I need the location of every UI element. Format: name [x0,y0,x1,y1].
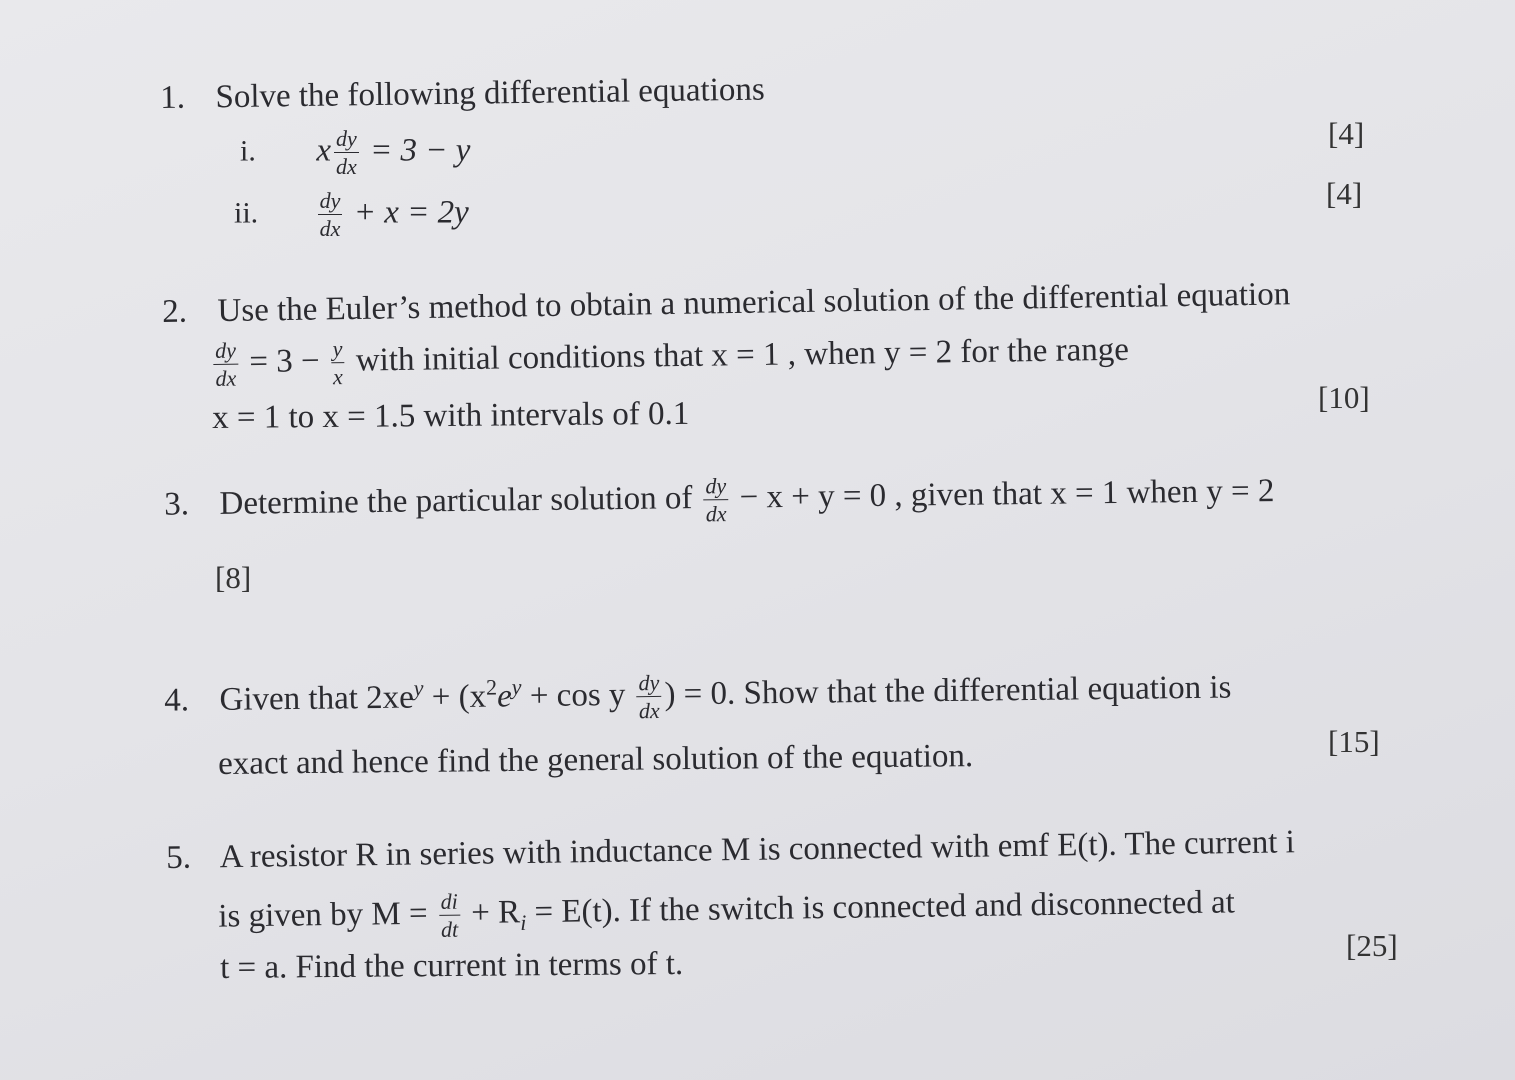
equation-part: + (x [423,678,487,716]
question-number: 5. [165,839,192,876]
derivative-fraction [334,128,359,178]
fraction-numerator: y [330,338,344,363]
derivative-fraction [636,669,661,724]
fraction-denominator: dx [215,365,237,391]
derivative-fraction [318,190,343,240]
fraction-denominator: dx [638,697,660,724]
equation-part: e [496,678,513,715]
part-label: ii. [234,196,259,230]
equation-part: + R [462,894,521,932]
question-5 [166,826,1295,875]
question-2 [162,278,1290,329]
equation-rhs: = 3 − y [361,132,471,169]
question-text: exact and hence find the general solution of the equation. [217,738,974,782]
fraction-numerator: dy [636,672,661,697]
fraction-numerator: di [439,891,460,916]
fraction-denominator: dx [319,216,341,241]
question-text: = E(t). If the switch is connected and disconnected at [525,884,1235,931]
fraction-numerator: dy [319,188,341,213]
superscript: y [413,675,424,701]
question-1-part-ii [234,190,469,240]
question-number: 4. [164,682,190,719]
question-text: ) = 0. Show that the differential equation is [664,669,1232,713]
fraction-denominator: dx [705,501,727,527]
question-text: A resistor R in series with inductance M is connected with emf E(t). The current i [219,824,1296,876]
question-text: Determine the particular solution of [219,480,701,522]
question-number: 2. [161,293,188,330]
derivative-fraction [703,475,728,525]
question-text: x = 1 to x = 1.5 with intervals of 0.1 [211,395,690,436]
question-condition: − x + y = 0 , given that x = 1 when y = 2 [731,473,1275,516]
question-text: Solve the following differential equations [215,71,765,116]
question-number: 3. [164,486,190,523]
equation-variable: x [316,132,331,169]
marks-badge: [8] [215,560,252,595]
part-label: i. [240,134,256,168]
question-4 [164,665,1232,728]
superscript: 2 [485,674,498,700]
question-text: Use the Euler’s method to obtain a numerical solution of the differential equation [217,276,1291,330]
fraction-numerator: dy [336,126,357,151]
equation-mid: = 3 − [240,342,329,381]
question-4-line-2 [218,740,973,781]
question-2-range-line [211,395,690,436]
question-3 [164,468,1275,532]
fraction-denominator: dx [336,154,357,179]
question-text: is given by M = [218,895,437,935]
marks-badge: [15] [1328,724,1380,759]
equation-part: + cos y [521,676,634,715]
derivative-fraction [439,888,461,942]
question-number: 1. [159,79,186,116]
marks-badge: [25] [1346,928,1398,963]
equation-rhs: + x = 2y [345,194,469,231]
marks-badge: [4] [1326,176,1363,211]
superscript: y [511,674,522,700]
derivative-fraction [213,337,238,391]
question-5-line-3 [219,945,684,986]
subscript: i [520,909,527,935]
ratio-fraction [330,338,344,388]
question-1-part-i [240,128,470,178]
marks-badge: [4] [1328,116,1365,151]
fraction-numerator: dy [703,475,728,500]
question-text: with initial conditions that x = 1 , when y = 2 for the range [347,331,1130,379]
question-text: Given that 2xe [219,679,415,718]
question-5-line-2 [218,880,1235,944]
question-1 [159,71,765,116]
fraction-denominator: dt [440,916,459,942]
fraction-numerator: dy [213,340,238,365]
question-text: t = a. Find the current in terms of t. [219,945,684,986]
fraction-denominator: x [332,364,343,390]
question-2-equation-line [210,327,1129,390]
marks-badge: [10] [1318,380,1370,415]
